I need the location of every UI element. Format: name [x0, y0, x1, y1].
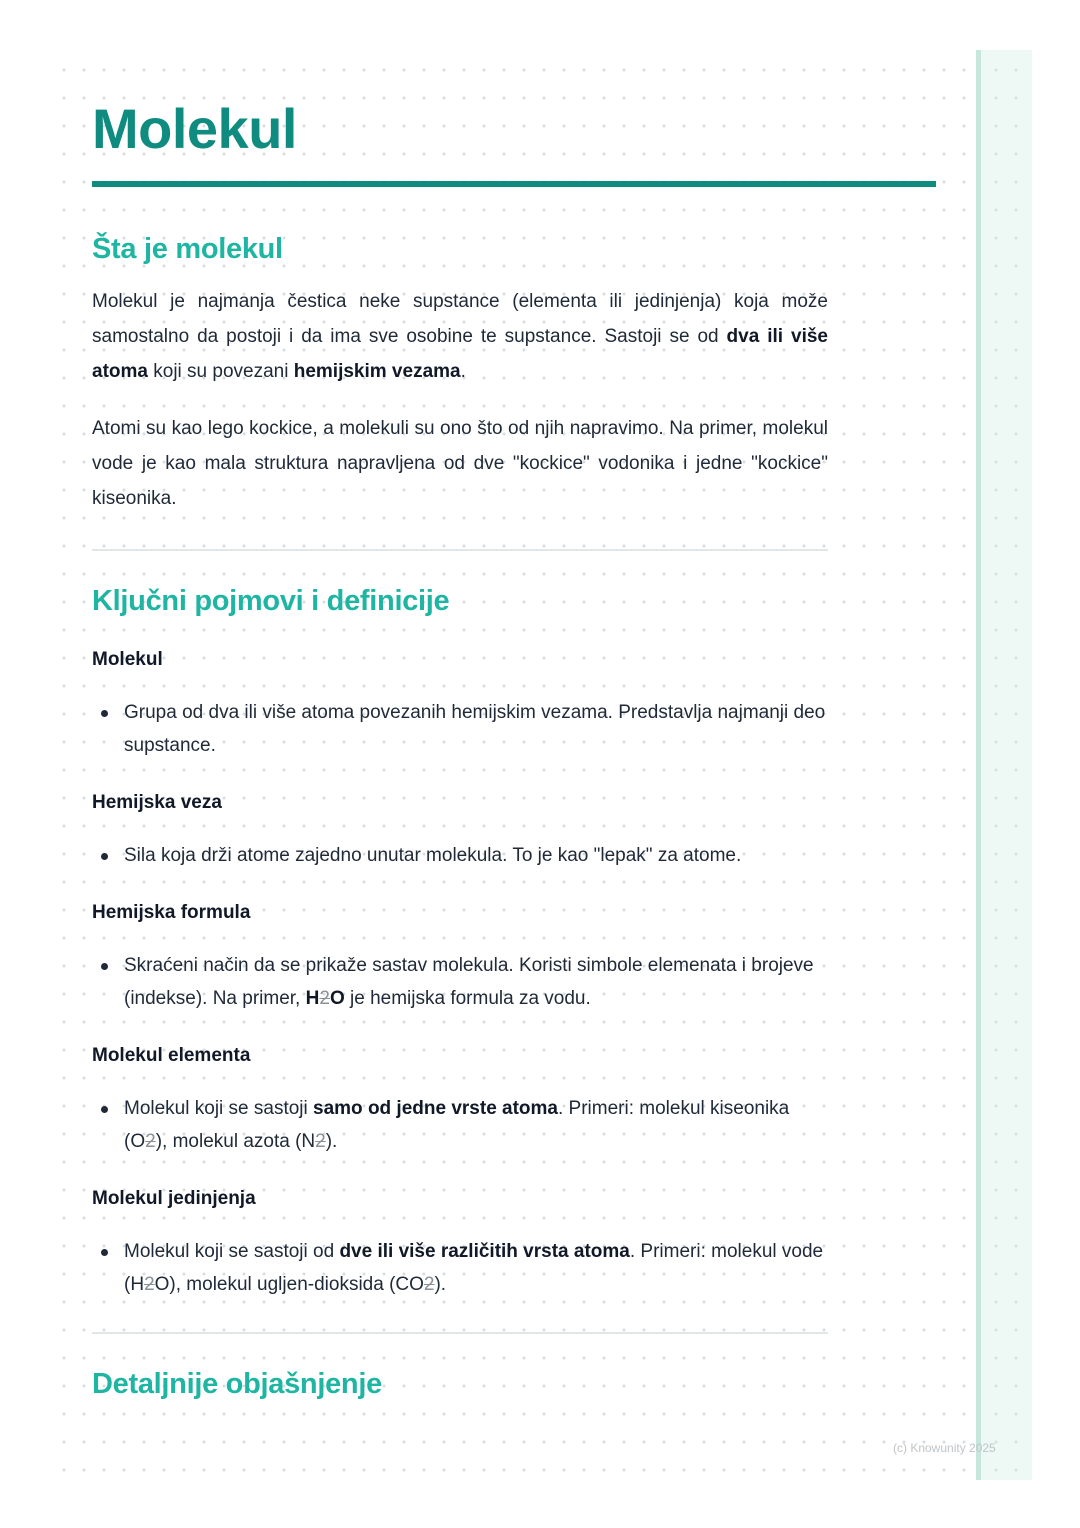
document-content [92, 96, 936, 1402]
page-title: Molekul [92, 97, 297, 160]
bullet-icon [101, 963, 108, 970]
term-molekul: Molekul [92, 649, 163, 670]
bullet-icon [101, 1106, 108, 1113]
side-stripe-border [976, 50, 981, 1480]
bold-text: samo od jedne vrste atoma [313, 1098, 558, 1119]
side-stripe [976, 50, 1032, 1480]
bullet-icon [101, 710, 108, 717]
bold-text: dva ili više atoma [92, 326, 828, 382]
section-heading-sta-je-molekul: Šta je molekul [92, 233, 283, 265]
section-heading-detaljnije: Detaljnije objašnjenje [92, 1368, 382, 1400]
copyright-footer: (c) Knowunity 2025 [893, 1441, 996, 1455]
intro-paragraph: Molekul je najmanja čestica neke supstance (elementa ili jedinjenja) koja može samostalno da postoji i da ima sve osobine te supstance. Sastoji se od dva ili više atoma koji su povezani hemijskim vezama. [92, 291, 828, 382]
section-divider [92, 549, 828, 551]
list-item: Grupa od dva ili više atoma povezanih hemijskim vezama. Predstavlja najmanji deo supstance. [92, 696, 828, 762]
list-item: Sila koja drži atome zajedno unutar molekula. To je kao "lepak" za atome. [92, 839, 828, 872]
title-underline [92, 181, 936, 187]
list-item: Skraćeni način da se prikaže sastav molekula. Koristi simbole elemenata i brojeve (indekse). Na primer, H2O je hemijska formula za vodu. [92, 949, 828, 1015]
term-molekul-jedinjenja: Molekul jedinjenja [92, 1188, 256, 1209]
section-divider [92, 1332, 828, 1334]
term-hemijska-formula: Hemijska formula [92, 902, 251, 923]
analogy-paragraph: Atomi su kao lego kockice, a molekuli su ono što od njih napravimo. Na primer, molekul vode je kao mala struktura napravljena od dve "kockice" vodonika i jedne "kockice" kiseonika. [92, 418, 828, 509]
bold-text: hemijskim vezama [293, 361, 461, 382]
term-hemijska-veza: Hemijska veza [92, 792, 222, 813]
bullet-icon [101, 853, 108, 860]
bullet-icon [101, 1249, 108, 1256]
formula-water: H2O [305, 988, 345, 1009]
section-heading-kljucni-pojmovi: Ključni pojmovi i definicije [92, 585, 450, 617]
list-item: Molekul koji se sastoji samo od jedne vrste atoma. Primeri: molekul kiseonika (O2), molekul azota (N2). [92, 1092, 828, 1158]
list-item: Molekul koji se sastoji od dve ili više različitih vrsta atoma. Primeri: molekul vode (H2O), molekul ugljen-dioksida (CO2). [92, 1235, 828, 1301]
term-molekul-elementa: Molekul elementa [92, 1045, 251, 1066]
bold-text: dve ili više različitih vrsta atoma [339, 1241, 630, 1262]
